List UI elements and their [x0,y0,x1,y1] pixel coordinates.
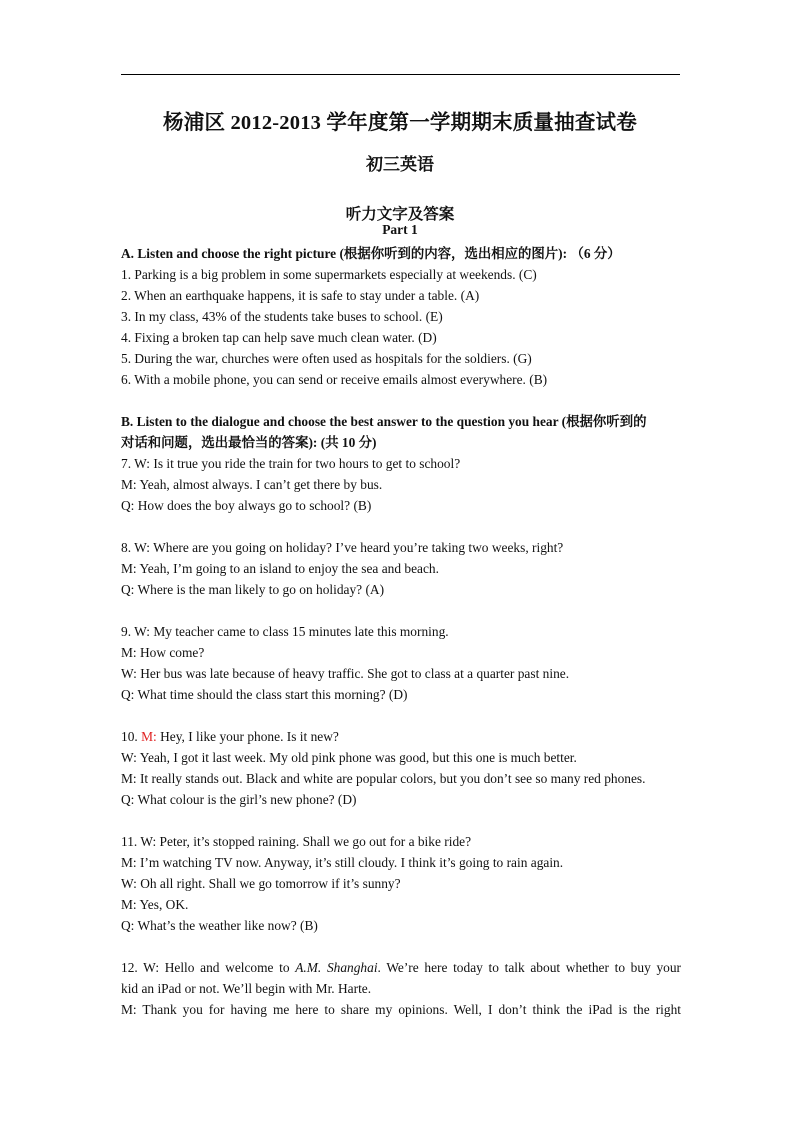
dialogue-question: Q: Where is the man likely to go on holiday? (A) [121,582,385,597]
dialogue-text: Hey, I like your phone. Is it new? [156,729,339,744]
spacer [121,810,681,831]
dialogue-line: kid an iPad or not. We’ll begin with Mr. Harte. [121,981,372,996]
part-a-heading: A. Listen and choose the right picture (根据你听到的内容，选出相应的图片): （6 分） [121,246,621,261]
dialogue-line: W: Her bus was late because of heavy traffic. She got to class at a quarter past nine. [121,666,570,681]
dialogue-text: . We’re here today to talk about whether to buy your [377,960,681,975]
dialogue-text: 12. W: Hello and welcome to [121,960,296,975]
dialogue-question: Q: What time should the class start this morning? (D) [121,687,408,702]
dialogue-line: 8. W: Where are you going on holiday? I’ve heard you’re taking two weeks, right? [121,540,564,555]
dialogue-question: Q: What colour is the girl’s new phone? (D) [121,792,357,807]
dialogue-line: M: It really stands out. Black and white are popular colors, but you don’t see so many red phones. [121,771,646,786]
part-a-item: 1. Parking is a big problem in some supermarkets especially at weekends. (C) [121,267,537,282]
dialogue-line: M: Thank you for having me here to share my opinions. Well, I don’t think the iPad is the right [121,1002,681,1017]
part-label: Part 1 [382,222,418,237]
speaker-highlight: M: [141,729,157,744]
question-number: 10. [121,729,142,744]
part-b-heading-line2: 对话和问题，选出最恰当的答案): (共 10 分) [121,435,377,450]
dialogue-line [121,726,681,747]
dialogue-line: 9. W: My teacher came to class 15 minutes late this morning. [121,624,449,639]
dialogue-line: M: How come? [121,645,205,660]
part-a-item: 2. When an earthquake happens, it is safe to stay under a table. (A) [121,288,480,303]
dialogue-line: M: Yeah, almost always. I can’t get there by bus. [121,477,383,492]
dialogue-line: M: Yeah, I’m going to an island to enjoy the sea and beach. [121,561,439,576]
document-body [121,243,681,1020]
section-title: 听力文字及答案 [345,206,455,223]
dialogue-line: 11. W: Peter, it’s stopped raining. Shall we go out for a bike ride? [121,834,472,849]
part-a-item: 5. During the war, churches were often used as hospitals for the soldiers. (G) [121,351,532,366]
part-b-heading-line1: B. Listen to the dialogue and choose the best answer to the question you hear (根据你听到的 [121,414,647,429]
page-title: 杨浦区 2012-2013 学年度第一学期期末质量抽查试卷 [163,112,637,134]
top-rule [121,74,680,75]
dialogue-line: W: Oh all right. Shall we go tomorrow if it’s sunny? [121,876,401,891]
spacer [121,516,681,537]
dialogue-question: Q: What’s the weather like now? (B) [121,918,318,933]
spacer [121,390,681,411]
program-name: A.M. Shanghai [295,960,378,975]
spacer [121,936,681,957]
part-a-item: 3. In my class, 43% of the students take buses to school. (E) [121,309,443,324]
part-a-item: 4. Fixing a broken tap can help save much clean water. (D) [121,330,437,345]
dialogue-line: M: Yes, OK. [121,897,189,912]
page-subtitle: 初三英语 [366,155,434,174]
dialogue-question: Q: How does the boy always go to school? (B) [121,498,372,513]
part-a-item: 6. With a mobile phone, you can send or receive emails almost everywhere. (B) [121,372,548,387]
spacer [121,600,681,621]
dialogue-line [121,957,681,978]
spacer [121,705,681,726]
dialogue-line: M: I’m watching TV now. Anyway, it’s still cloudy. I think it’s going to rain again. [121,855,564,870]
dialogue-line: 7. W: Is it true you ride the train for two hours to get to school? [121,456,461,471]
dialogue-line: W: Yeah, I got it last week. My old pink phone was good, but this one is much better. [121,750,577,765]
